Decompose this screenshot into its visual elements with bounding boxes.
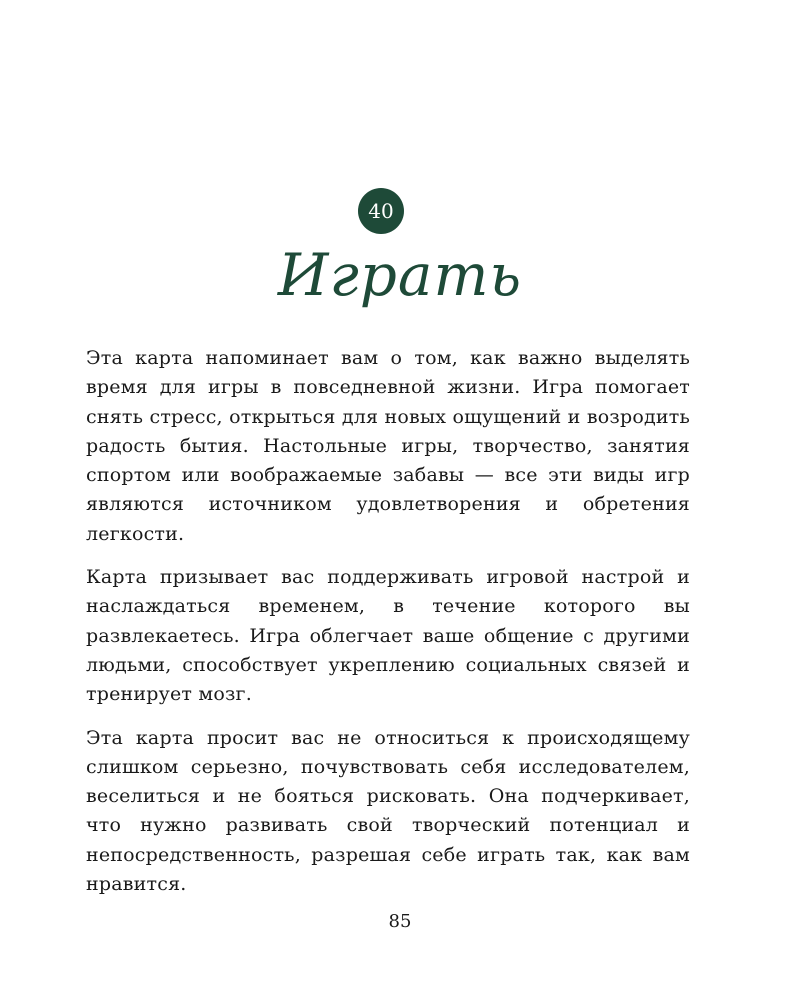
page-number: 85	[388, 911, 412, 932]
card-title: Играть	[277, 241, 523, 309]
card-description	[86, 344, 690, 913]
card-number-badge: 40	[358, 188, 404, 234]
paragraph: Карта призывает вас поддерживать игровой настрой и наслаждаться временем, в течение которого вы развлекаетесь. Игра облегчает ваше общение с другими людьми, способствует укреплению социальных связей и тренирует мозг.	[86, 566, 690, 706]
paragraph: Эта карта напоминает вам о том, как важно выделять время для игры в повседневной жизни. Игра помогает снять стресс, открыться для новых ощущений и возродить радость бытия. Настольные игры, творчество, занятия спортом или воображаемые забавы — все эти виды игр являются источником удовлетворения и обретения легкости.	[86, 347, 690, 545]
paragraph: Эта карта просит вас не относиться к происходящему слишком серьезно, почувствовать себя исследователем, веселиться и не бояться рисковать. Она подчеркивает, что нужно развивать свой творческий потенциал и непосредственность, разрешая себе играть так, как вам нравится.	[86, 726, 690, 896]
